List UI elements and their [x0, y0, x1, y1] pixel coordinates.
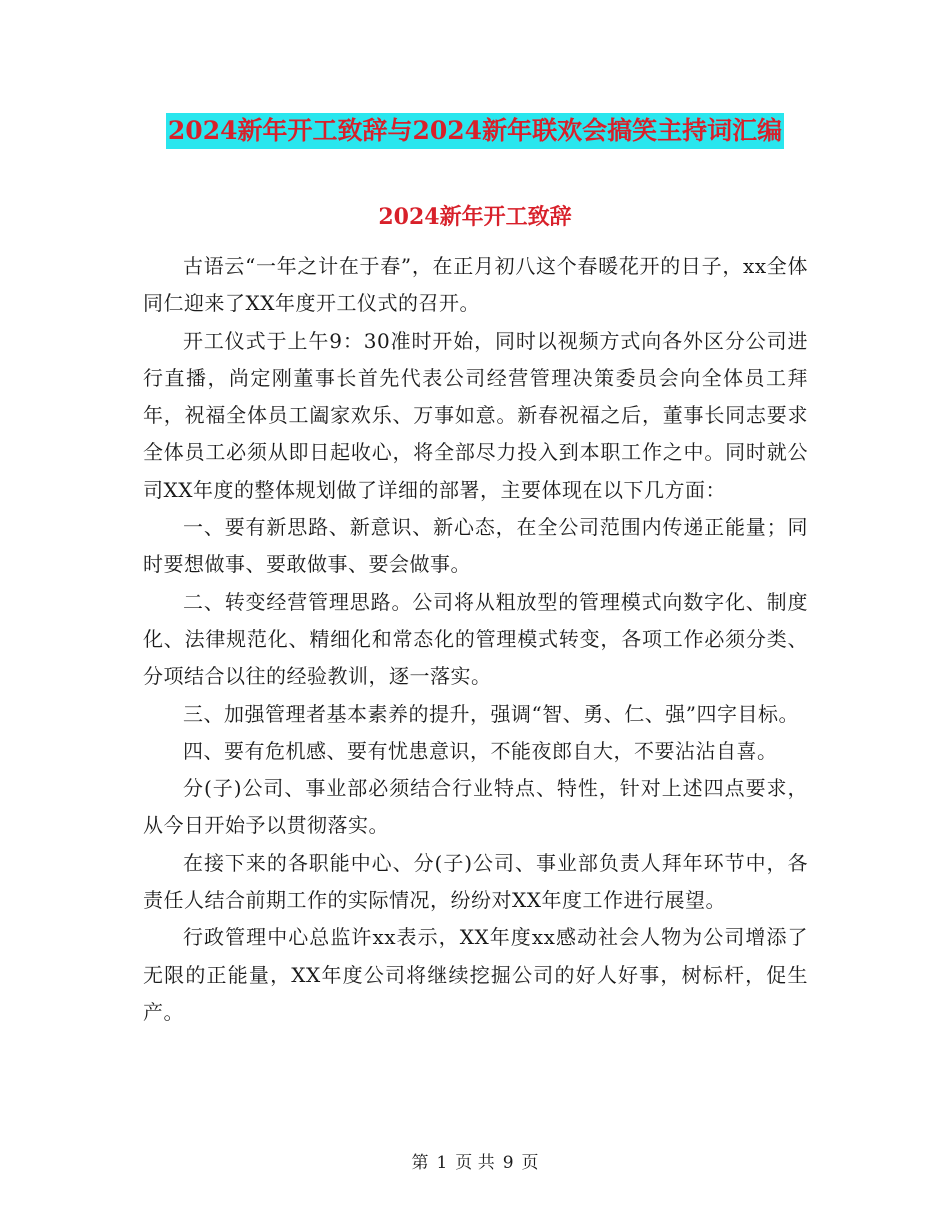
- paragraph: 古语云“一年之计在于春”，在正月初八这个春暖花开的日子，xx全体同仁迎来了XX年度开工仪式的召开。: [143, 254, 808, 316]
- page-number: 1: [436, 1153, 448, 1173]
- document-body: [143, 248, 808, 1031]
- section-title: 2024新年开工致辞: [378, 204, 572, 230]
- paragraph: 四、要有危机感、要有忧患意识，不能夜郎自大，不要沾沾自喜。: [183, 738, 778, 763]
- paragraph: 行政管理中心总监许xx表示，XX年度xx感动社会人物为公司增添了无限的正能量，XX年度公司将继续挖掘公司的好人好事，树标杆，促生产。: [143, 925, 808, 1024]
- document-title-wrapper: [0, 113, 950, 149]
- paragraph: 二、转变经营管理思路。公司将从粗放型的管理模式向数字化、制度化、法律规范化、精细化和常态化的管理模式转变，各项工作必须分类、分项结合以往的经验教训，逐一落实。: [143, 589, 808, 689]
- paragraph: 三、加强管理者基本素养的提升，强调“智、勇、仁、强”四字目标。: [183, 701, 799, 726]
- page-footer: [0, 1150, 950, 1176]
- total-pages: 9: [502, 1153, 514, 1173]
- paragraph: 开工仪式于上午9：30准时开始，同时以视频方式向各外区分公司进行直播，尚定刚董事长首先代表公司经营管理决策委员会向全体员工拜年，祝福全体员工阖家欢乐、万事如意。新春祝福之后，董事长同志要求全体员工必须从即日起收心，将全部尽力投入到本职工作之中。同时就公司XX年度的整体规划做了详细的部署，主要体现在以下几方面：: [143, 328, 808, 502]
- document-title: 2024新年开工致辞与2024新年联欢会搞笑主持词汇编: [166, 113, 784, 149]
- footer-prefix: 第: [411, 1153, 429, 1173]
- paragraph: 一、要有新思路、新意识、新心态，在全公司范围内传递正能量；同时要想做事、要敢做事、要会做事。: [143, 515, 808, 577]
- footer-suffix: 页: [521, 1153, 539, 1173]
- paragraph: 分(子)公司、事业部必须结合行业特点、特性，针对上述四点要求，从今日开始予以贯彻落实。: [143, 776, 808, 838]
- footer-middle: 页 共: [455, 1153, 495, 1173]
- paragraph: 在接下来的各职能中心、分(子)公司、事业部负责人拜年环节中，各责任人结合前期工作的实际情况，纷纷对XX年度工作进行展望。: [143, 850, 808, 913]
